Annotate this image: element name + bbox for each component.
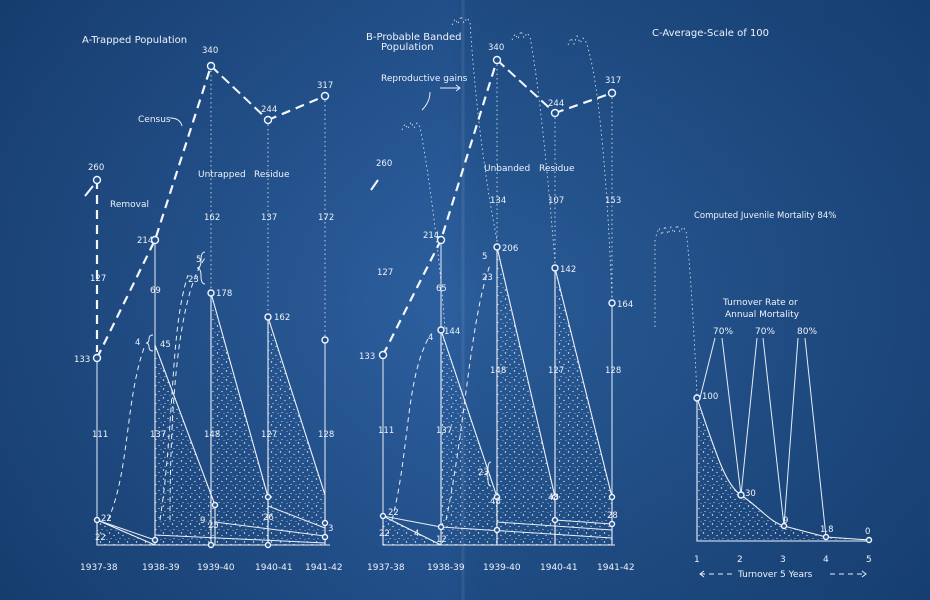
panel-c-value-5: 0 <box>865 527 871 537</box>
panel-b-mid-5: 153 <box>605 196 622 206</box>
panel-b-peak-3: 142 <box>560 265 577 275</box>
panel-a-untrapped-label: Untrapped <box>198 170 246 180</box>
panel-a-node <box>323 535 328 540</box>
panel-b-inner-4: 127 <box>548 366 565 376</box>
panel-c-tick-1: 1 <box>694 555 700 565</box>
panel-a-inner-2: 137 <box>150 430 167 440</box>
panel-b-mid-1: 127 <box>377 268 394 278</box>
panel-a-mid-4: 137 <box>261 213 278 223</box>
panel-b-gains-pointer <box>422 92 430 110</box>
panel-b-gains-arrow <box>440 85 460 91</box>
panel-b-node <box>553 518 558 523</box>
panel-b <box>359 16 635 573</box>
panel-a-node <box>153 538 158 543</box>
panel-b-node <box>552 110 559 117</box>
panel-a-node <box>265 117 272 124</box>
panel-a-brace-5: 5 <box>196 255 202 265</box>
panel-a-node <box>266 543 271 548</box>
panel-a-inner-5: 128 <box>318 430 335 440</box>
panel-b-tick <box>371 180 378 190</box>
panel-b-year-3: 1939-40 <box>483 563 521 573</box>
panel-a-brace <box>146 335 153 351</box>
panel-b-cohort-1937 <box>383 516 441 545</box>
panel-a-inner-4: 127 <box>261 430 278 440</box>
panel-a <box>74 35 343 573</box>
panel-a-census-1937: 133 <box>74 355 91 365</box>
panel-a-start-value: 260 <box>88 163 105 173</box>
panel-b-year-5: 1941-42 <box>597 563 635 573</box>
panel-b-curve-arrow <box>392 335 430 520</box>
panel-a-node <box>213 503 218 508</box>
panel-b-brace-23b: 23 <box>478 468 489 478</box>
panel-a-inner-1: 111 <box>92 430 109 440</box>
panel-a-census-1941: 317 <box>317 81 334 91</box>
panel-b-gain-squiggle <box>402 122 445 330</box>
panel-b-bottom-6: 48 <box>548 493 559 503</box>
panel-a-node <box>94 177 101 184</box>
panel-c <box>652 28 872 580</box>
panel-b-node <box>495 528 500 533</box>
panel-c-turnover-heading-2: Annual Mortality <box>725 310 800 320</box>
panel-b-inner-3: 148 <box>490 366 507 376</box>
panel-b-unbanded-label: Unbanded <box>484 164 531 174</box>
panel-a-bottom-4: 25 <box>208 521 219 531</box>
panel-a-mid-5: 172 <box>318 213 335 223</box>
panel-b-peak-4: 164 <box>617 300 634 310</box>
panel-a-bottom-2: 22 <box>101 514 112 524</box>
panel-a-node <box>266 495 271 500</box>
panel-c-value-2: 30 <box>745 489 756 499</box>
panel-a-curve-arrow <box>108 345 145 520</box>
panel-c-juvenile-label: Computed Juvenile Mortality 84% <box>694 211 837 221</box>
panel-a-census-1939: 340 <box>202 46 219 56</box>
panel-c-rate-1: 70% <box>713 327 734 337</box>
panel-b-gains-label: Reproductive gains <box>381 74 468 84</box>
panel-a-inner-3: 148 <box>204 430 221 440</box>
panel-a-census-label: Census <box>138 115 171 125</box>
panel-b-node <box>609 90 616 97</box>
panel-a-census-pointer <box>170 118 182 126</box>
panel-b-title-line1: B-Probable Banded <box>366 32 462 43</box>
panel-c-rate-pointer <box>784 338 798 526</box>
panel-b-census-1938: 214 <box>423 231 440 241</box>
panel-a-brace-23: 23 <box>188 275 199 285</box>
panel-b-cohort-1938 <box>441 330 497 545</box>
panel-b-node <box>494 57 501 64</box>
panel-a-removal-tick <box>85 186 93 196</box>
panel-b-node <box>610 522 615 527</box>
panel-c-value-3: 9 <box>783 516 789 526</box>
panel-a-title: A-Trapped Population <box>82 35 188 46</box>
panel-b-peak-1: 144 <box>444 327 461 337</box>
panel-a-cohort-1938 <box>155 345 215 545</box>
panel-b-bottom-1: 22 <box>379 529 390 539</box>
panel-c-rate-pointer <box>700 338 715 398</box>
panel-b-peak-2: 206 <box>502 244 519 254</box>
panel-c-value-4: 1.8 <box>820 525 834 535</box>
panel-a-census-1940: 244 <box>261 105 278 115</box>
panel-a-census-line <box>97 66 211 358</box>
panel-b-census-line <box>497 60 555 113</box>
panel-c-title: C-Average-Scale of 100 <box>652 28 770 39</box>
panel-b-node <box>380 352 387 359</box>
panel-b-census-1937: 133 <box>359 352 376 362</box>
panel-a-node <box>94 355 101 362</box>
panel-c-tick-2: 2 <box>737 555 743 565</box>
panel-a-brace-45: 45 <box>160 340 171 350</box>
panel-a-mid-1: 127 <box>90 274 107 284</box>
panel-b-inner-5: 128 <box>605 366 622 376</box>
panel-b-node <box>609 300 615 306</box>
panel-a-census-line <box>211 66 268 120</box>
panel-b-brace-5: 5 <box>482 252 488 262</box>
panel-a-brace-4: 4 <box>135 338 141 348</box>
panel-c-node <box>867 538 872 543</box>
panel-b-year-1: 1937-38 <box>367 563 405 573</box>
panel-b-census-line <box>383 60 497 355</box>
panel-c-tick-4: 4 <box>823 555 829 565</box>
panel-a-year-3: 1939-40 <box>197 563 235 573</box>
panel-c-tick-5: 5 <box>866 555 872 565</box>
panel-b-gain-squiggle <box>512 31 555 262</box>
panel-b-inner-1: 111 <box>378 426 395 436</box>
panel-b-year-2: 1938-39 <box>427 563 465 573</box>
panel-b-brace-23a: 23 <box>482 273 493 283</box>
panel-a-node <box>265 314 271 320</box>
panel-a-year-4: 1940-41 <box>255 563 293 573</box>
panel-b-start-value: 260 <box>376 159 393 169</box>
panel-a-node <box>322 337 328 343</box>
panel-b-node <box>610 495 615 500</box>
panel-a-node <box>208 290 214 296</box>
panel-b-bottom-2: 22 <box>388 508 399 518</box>
panel-a-residue-label: Residue <box>254 170 290 180</box>
panel-a-bottom-1: 22 <box>95 533 106 543</box>
panel-a-mid-3: 162 <box>204 213 221 223</box>
panel-a-node <box>208 63 215 70</box>
panel-c-node <box>694 395 700 401</box>
panel-c-axis-caption: Turnover 5 Years <box>738 570 813 580</box>
panel-a-node <box>323 521 328 526</box>
panel-b-node <box>494 244 500 250</box>
panel-c-rate-2: 70% <box>755 327 776 337</box>
panel-a-bottom-6: 3 <box>328 524 334 534</box>
panel-c-rate-pointer <box>741 338 757 495</box>
panel-b-bottom-5: 48 <box>490 497 501 507</box>
panel-c-juvenile-squiggle <box>656 225 697 395</box>
panel-c-value-1: 100 <box>702 392 719 402</box>
panel-a-peak-2: 162 <box>274 313 291 323</box>
panel-a-year-1: 1937-38 <box>80 563 118 573</box>
panel-c-rate-pointer <box>763 338 784 526</box>
panel-b-node <box>439 525 444 530</box>
panel-c-rate-3: 80% <box>797 327 818 337</box>
panel-a-census-1938: 214 <box>137 236 154 246</box>
panel-c-rate-pointer <box>722 338 741 495</box>
panel-c-node <box>824 535 829 540</box>
panel-b-inner-2: 137 <box>436 426 453 436</box>
panel-b-node <box>552 265 558 271</box>
panel-b-brace-4: 4 <box>428 333 434 343</box>
panel-b-node <box>381 514 386 519</box>
panel-a-node <box>209 543 214 548</box>
panel-c-rate-pointer <box>805 338 826 537</box>
panel-a-mid-2: 69 <box>150 286 161 296</box>
panel-a-bottom-3: 9 <box>200 516 206 526</box>
panel-c-tick-3: 3 <box>780 555 786 565</box>
panel-c-node <box>738 492 744 498</box>
panel-a-year-2: 1938-39 <box>142 563 180 573</box>
panel-b-census-1941: 317 <box>605 76 622 86</box>
panel-b-bottom-7: 28 <box>607 511 618 521</box>
panel-b-census-1940: 244 <box>548 99 565 109</box>
panel-a-peak-1: 178 <box>216 289 233 299</box>
panel-a-node <box>322 93 329 100</box>
panel-b-census-1939: 340 <box>488 43 505 53</box>
panel-b-residue-label: Residue <box>539 164 575 174</box>
panel-b-mid-2: 65 <box>436 284 447 294</box>
panel-c-turnover-heading-1: Turnover Rate or <box>723 298 798 308</box>
panel-a-cohort-1939 <box>211 293 268 545</box>
panel-a-bottom-5: 26 <box>263 513 274 523</box>
panel-c-axis-arrowhead-right <box>862 571 866 577</box>
panel-a-year-5: 1941-42 <box>305 563 343 573</box>
panel-b-mid-3: 134 <box>490 196 507 206</box>
panel-a-removal-label: Removal <box>110 200 150 210</box>
panel-b-year-4: 1940-41 <box>540 563 578 573</box>
panel-b-bottom-3: 12 <box>436 535 447 545</box>
panel-b-title-line2: Population <box>381 42 434 53</box>
panel-b-mid-4: 107 <box>548 196 565 206</box>
panel-b-cohort-1940 <box>555 268 612 545</box>
panel-b-bottom-4: 4 <box>414 529 420 539</box>
panel-a-node <box>95 518 100 523</box>
panel-b-cohort-1939 <box>497 247 555 545</box>
